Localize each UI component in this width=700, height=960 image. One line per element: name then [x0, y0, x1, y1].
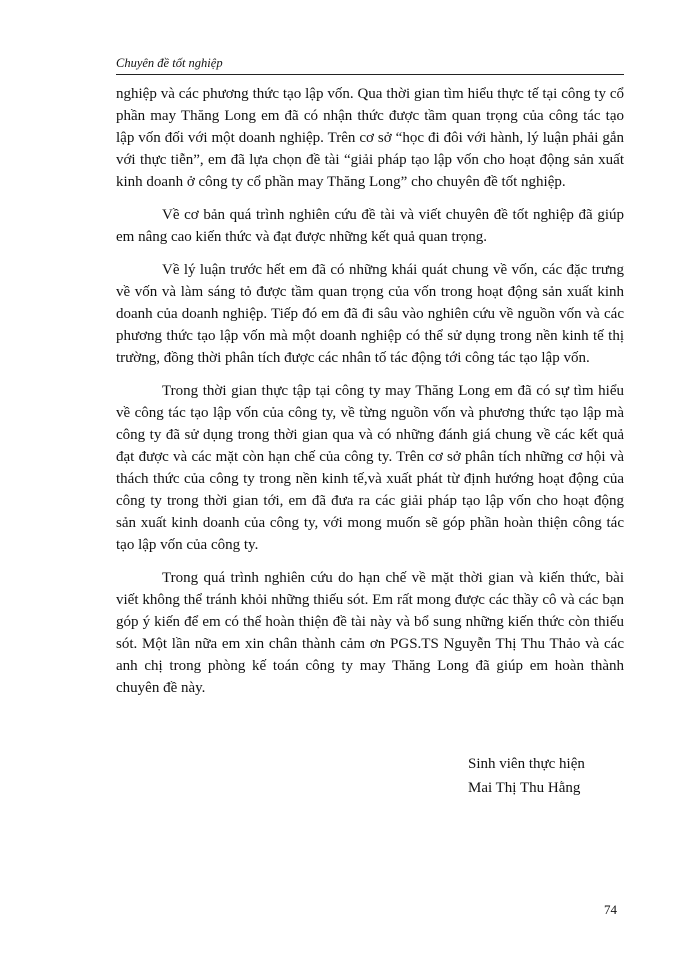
paragraph-overview: Về cơ bản quá trình nghiên cứu đề tài và viết chuyên đề tốt nghiệp đã giúp em nâng cao kiến thức và đạt được những kết quả quan trọng. [116, 207, 624, 245]
paragraph-acknowledgement: Trong quá trình nghiên cứu do hạn chế về mặt thời gian và kiến thức, bài viết không thể tránh khỏi những thiếu sót. Em rất mong được các thầy cô và các bạn góp ý kiến để em có thể hoàn thiện đề tài này và bổ sung những kiến thức còn thiếu sót. Một lần nữa em xin chân thành cảm ơn PGS.TS Nguyễn Thị Thu Thảo và các anh chị trong phòng kế toán công ty may Thăng Long đã giúp em hoàn thành chuyên đề này. [116, 570, 624, 696]
paragraph-theory: Về lý luận trước hết em đã có những khái quát chung về vốn, các đặc trưng về vốn và làm sáng tỏ được tầm quan trọng của vốn trong hoạt động sản xuất kinh doanh của doanh nghiệp. Tiếp đó em đã đi sâu vào nghiên cứu về nguồn vốn và các phương thức tạo lập vốn mà một doanh nghiệp có thể sử dụng trong nền kinh tế thị trường, đồng thời phân tích được các nhân tố tác động tới công tác tạo lập vốn. [116, 262, 624, 366]
body-text [116, 83, 624, 710]
running-header: Chuyên đề tốt nghiệp [116, 56, 624, 75]
signature-block [468, 752, 668, 800]
paragraph-internship: Trong thời gian thực tập tại công ty may Thăng Long em đã có sự tìm hiểu về công tác tạo lập vốn của công ty, về từng nguồn vốn và phương thức tạo lập mà công ty đã sử dụng trong thời gian qua và có những đánh giá chung về các kết quả đạt được và các mặt còn hạn chế của công ty. Trên cơ sở phân tích những cơ hội và thách thức của công ty trong nền kinh tế,và xuất phát từ định hướng hoạt động của công ty trong thời gian tới, em đã đưa ra các giải pháp tạo lập vốn cho hoạt động sản xuất kinh doanh của công ty, với mong muốn sẽ góp phần hoàn thiện công tác tạo lập vốn của công ty. [116, 383, 624, 553]
signature-role: Sinh viên thực hiện [468, 756, 585, 772]
paragraph-continuation: nghiệp và các phương thức tạo lập vốn. Qua thời gian tìm hiểu thực tế tại công ty cổ phần may Thăng Long em đã có nhận thức được tầm quan trọng của công tác tạo lập vốn đối với một doanh nghiệp. Trên cơ sở “học đi đôi với hành, lý luận phải gắn với thực tiễn”, em đã lựa chọn đề tài “giải pháp tạo lập vốn cho hoạt động sản xuất kinh doanh ở công ty cổ phần may Thăng Long” cho chuyên đề tốt nghiệp. [116, 86, 624, 190]
page-number: 74 [604, 902, 617, 917]
signature-name: Mai Thị Thu Hằng [468, 780, 581, 796]
